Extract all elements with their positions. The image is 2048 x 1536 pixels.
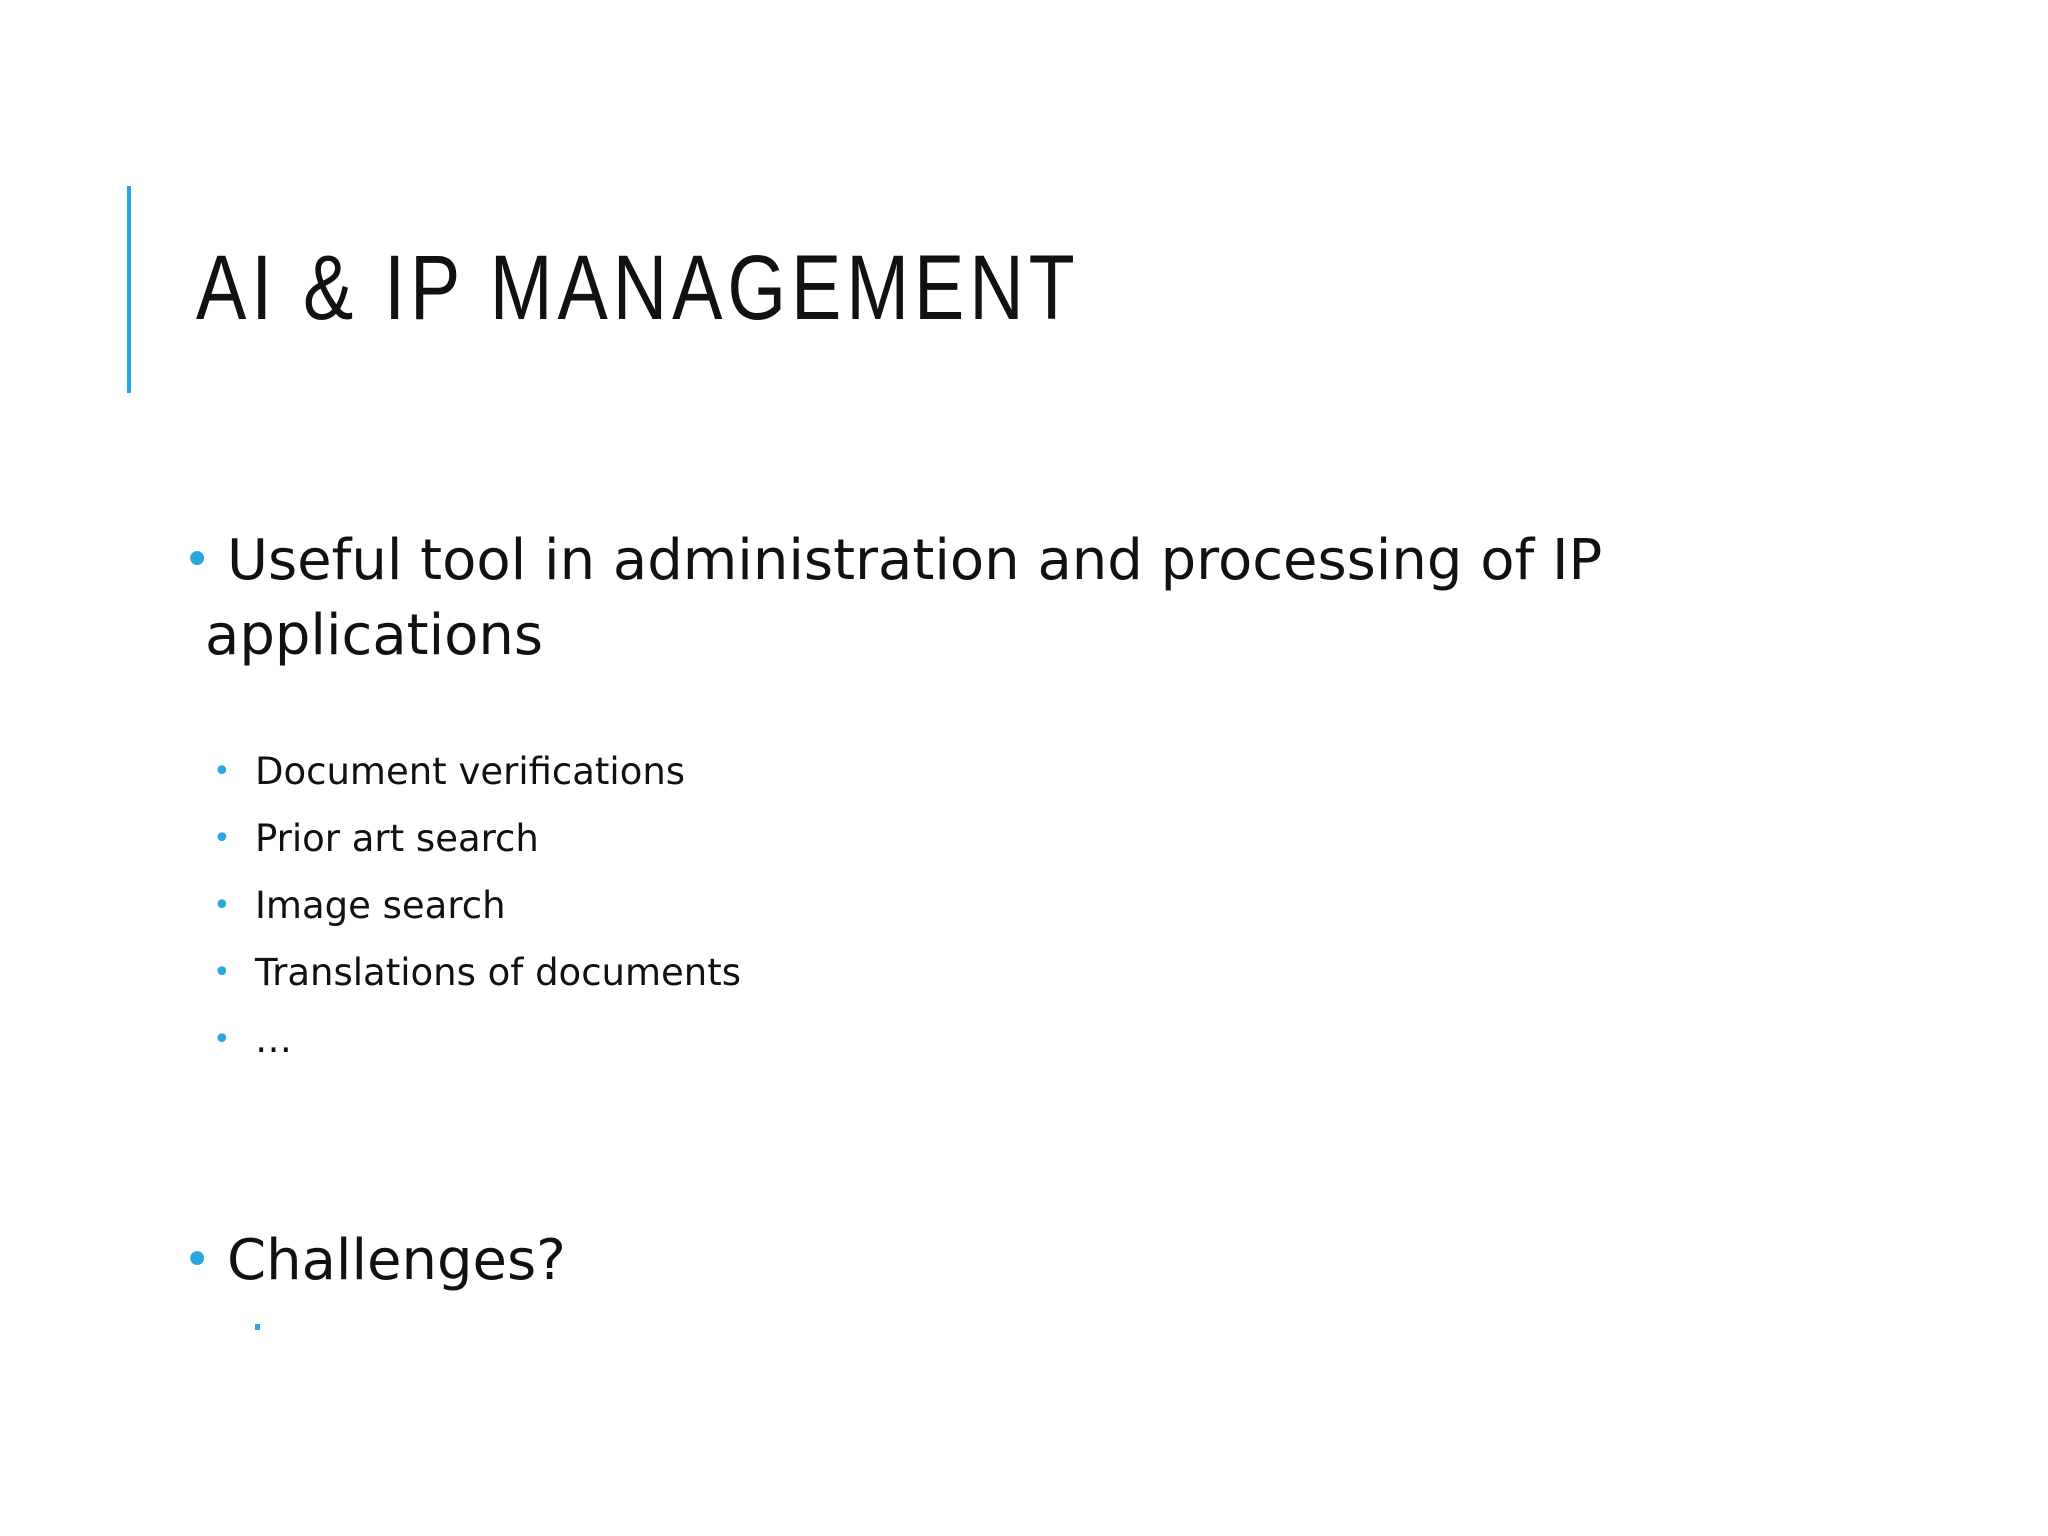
- sub-bullet-item: [213, 882, 741, 949]
- sub-bullet-dot-icon: •: [213, 955, 231, 990]
- sub-bullet-text: Image search: [255, 884, 506, 927]
- sub-bullet-dot-icon: •: [213, 754, 231, 789]
- bullet-text-line2: applications: [205, 603, 544, 668]
- bullet-dot-icon: •: [183, 1232, 212, 1288]
- bullet-text: Challenges?: [227, 1228, 566, 1293]
- sub-bullet-dot-icon: •: [213, 1022, 231, 1057]
- sub-bullet-item: [213, 815, 741, 882]
- bullet-item-challenges: [183, 1223, 566, 1298]
- bullet-dot-icon: •: [183, 532, 212, 588]
- empty-sub-bullet-marker: [255, 1324, 260, 1330]
- title-accent-bar: [127, 186, 131, 393]
- bullet-item-useful-tool: [183, 523, 1633, 673]
- sub-bullet-dot-icon: •: [213, 821, 231, 856]
- slide-title: AI & IP MANAGEMENT: [196, 237, 1080, 339]
- bullet-text-line1: Useful tool in administration and processing of IP: [227, 528, 1603, 593]
- sub-bullet-text: Document verifications: [255, 750, 686, 793]
- sub-bullet-item: [213, 949, 741, 1016]
- sub-bullet-text: Translations of documents: [255, 951, 742, 994]
- sub-bullet-dot-icon: •: [213, 888, 231, 923]
- sub-bullet-text: …: [255, 1018, 292, 1061]
- sub-bullet-item: [213, 748, 741, 815]
- sub-bullet-list: [213, 748, 741, 1083]
- sub-bullet-item: [213, 1016, 741, 1083]
- sub-bullet-text: Prior art search: [255, 817, 539, 860]
